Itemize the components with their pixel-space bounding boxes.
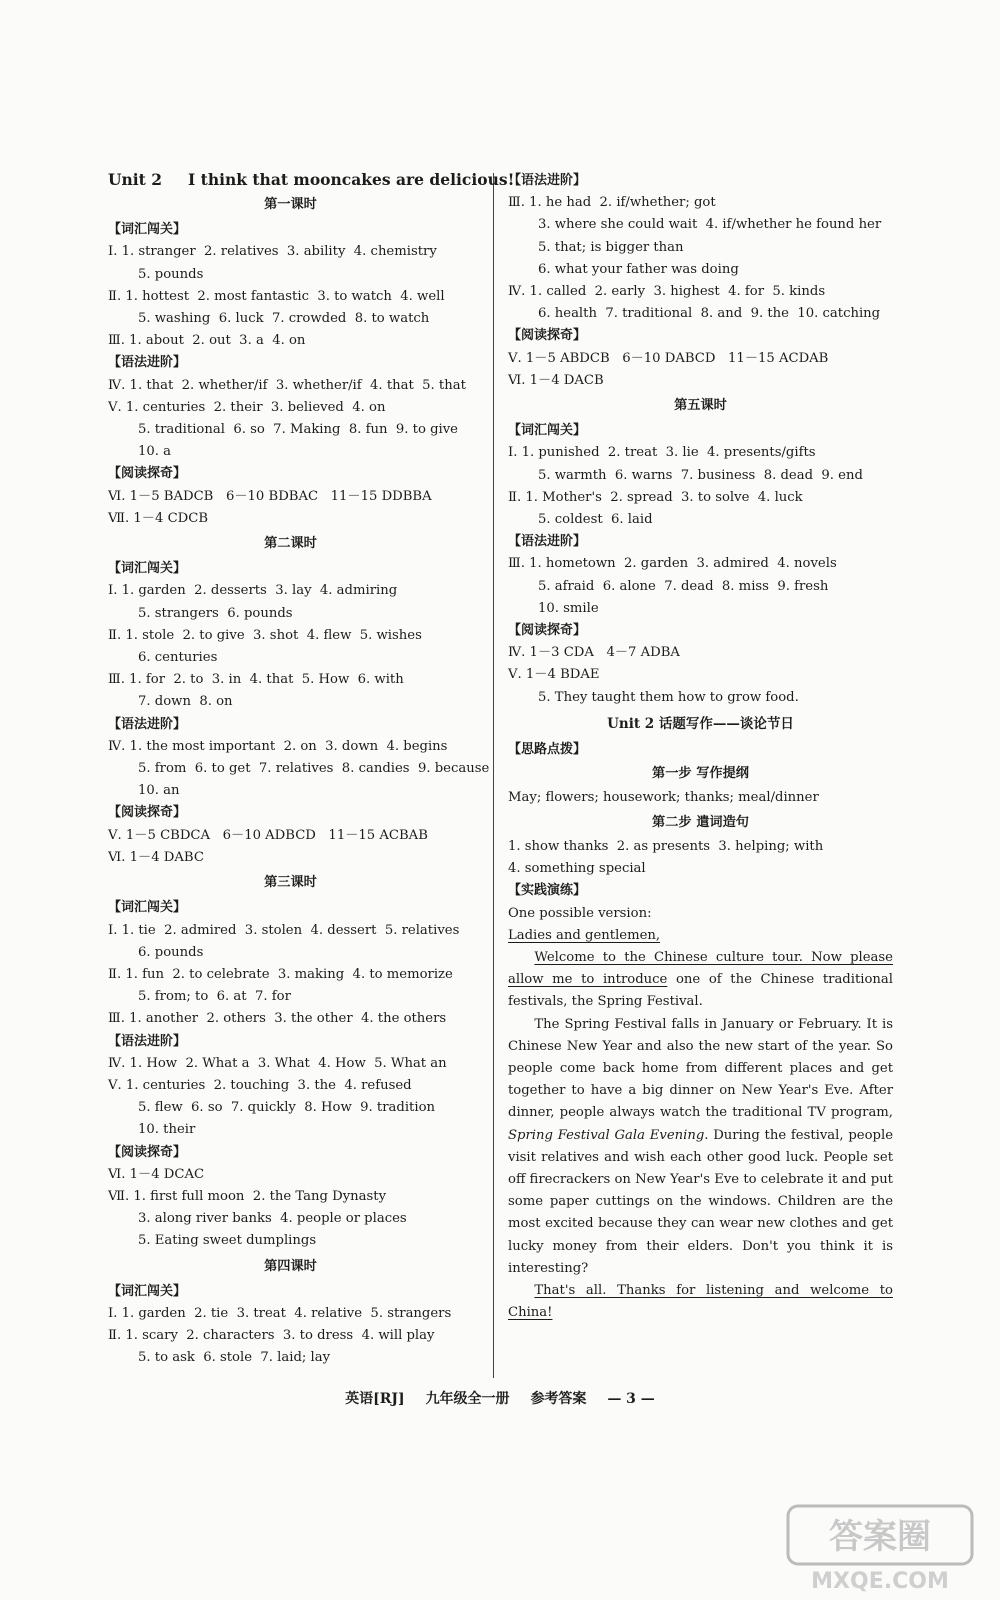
section-heading: 【词汇闯关】 (108, 900, 187, 916)
answer-line: 10. an (138, 783, 180, 799)
section-heading: 【阅读探奇】 (108, 805, 187, 821)
left-column (108, 170, 515, 1370)
answer-line: 6. what your father was doing (538, 261, 739, 277)
answer-line: Ⅲ. 1. hometown 2. garden 3. admired 4. novels (508, 556, 837, 572)
unit-title (108, 170, 515, 190)
section-heading: 【阅读探奇】 (508, 328, 587, 344)
answer-line: Ladies and gentlemen, (508, 927, 661, 943)
answer-line: 10. their (138, 1122, 196, 1138)
essay-paragraph-1 (508, 947, 893, 1014)
section-heading: 【词汇闯关】 (508, 423, 587, 439)
column-divider (493, 173, 494, 1378)
answer-line: Ⅱ. 1. fun 2. to celebrate 3. making 4. to memorize (108, 966, 453, 982)
answer-line: May; flowers; housework; thanks; meal/dinner (508, 790, 819, 806)
step-heading: 第一步 写作提纲 (652, 766, 749, 782)
answer-line: Ⅴ. 1－4 BDAE (508, 667, 600, 683)
answer-line: Ⅴ. 1－5 ABDCB 6－10 DABCD 11－15 ACDAB (508, 350, 829, 366)
unit-name: I think that mooncakes are delicious! (188, 170, 515, 189)
answer-line: 3. where she could wait 4. if/whether he found her (538, 217, 882, 233)
writing-unit-title: Unit 2 话题写作——谈论节日 (607, 715, 794, 732)
lesson-heading: 第五课时 (674, 398, 727, 414)
answer-line: 10. smile (538, 600, 599, 616)
watermark-stamp-logo (780, 1500, 980, 1595)
section-heading: 【语法进阶】 (108, 1033, 187, 1049)
unit-number: Unit 2 (108, 170, 163, 189)
answer-line: Ⅰ. 1. garden 2. tie 3. treat 4. relative 5. strangers (108, 1305, 452, 1321)
answer-line: Ⅶ. 1. first full moon 2. the Tang Dynasty (108, 1188, 387, 1204)
answer-line: 5. warmth 6. warns 7. business 8. dead 9. end (538, 467, 863, 483)
answer-line: Ⅳ. 1. How 2. What a 3. What 4. How 5. What an (108, 1055, 447, 1071)
answer-line: One possible version: (508, 905, 652, 921)
lesson-heading: 第一课时 (264, 197, 317, 212)
essay-body-a: The Spring Festival falls in January or February. It is Chinese New Year and also the new start of the year. So people come back home from different places and get together to have a big dinner on New Year's Eve. After dinner, people always watch the traditional TV program, (508, 1016, 893, 1121)
answer-line: Ⅴ. 1. centuries 2. touching 3. the 4. refused (108, 1077, 412, 1093)
section-heading: 【词汇闯关】 (108, 1283, 187, 1299)
section-heading: 【阅读探奇】 (108, 466, 187, 482)
answer-line: 4. something special (508, 861, 646, 877)
answer-line: Ⅳ. 1. the most important 2. on 3. down 4. begins (108, 738, 448, 754)
answer-line: Ⅲ. 1. about 2. out 3. a 4. on (108, 333, 306, 349)
answer-line: 5. coldest 6. laid (538, 512, 653, 528)
section-heading: 【语法进阶】 (508, 173, 587, 188)
essay-intro-rest: one of the Chinese traditional festivals, the Spring Festival. (508, 972, 893, 1010)
answer-line: 1. show thanks 2. as presents 3. helping; with (508, 838, 824, 854)
answer-line: 6. centuries (138, 650, 218, 666)
answer-line: 5. afraid 6. alone 7. dead 8. miss 9. fresh (538, 578, 829, 594)
section-heading: 【实践演练】 (508, 883, 587, 899)
answer-line: Ⅱ. 1. Mother's 2. spread 3. to solve 4. luck (508, 489, 803, 505)
answer-line: 5. to ask 6. stole 7. laid; lay (138, 1350, 331, 1366)
answer-line: Ⅳ. 1. called 2. early 3. highest 4. for 5. kinds (508, 284, 826, 300)
answer-line: Ⅰ. 1. garden 2. desserts 3. lay 4. admiring (108, 583, 398, 599)
answer-line: 5. from 6. to get 7. relatives 8. candies 9. because (138, 761, 490, 777)
answer-line: 5. that; is bigger than (538, 239, 684, 255)
svg-text:MXQE.COM: MXQE.COM (811, 1569, 949, 1594)
answer-line: Ⅳ. 1－3 CDA 4－7 ADBA (508, 645, 680, 661)
section-heading: 【思路点拨】 (508, 742, 587, 758)
answer-line: Ⅵ. 1－4 DABC (108, 849, 204, 865)
section-heading: 【语法进阶】 (108, 716, 187, 732)
section-heading: 【词汇闯关】 (108, 222, 187, 238)
answer-line: Ⅲ. 1. he had 2. if/whether; got (508, 195, 716, 211)
step-heading: 第二步 遣词造句 (652, 814, 749, 830)
answer-line: Ⅵ. 1－5 BADCB 6－10 BDBAC 11－15 DDBBA (108, 488, 432, 504)
svg-text:答案圈: 答案圈 (829, 1517, 931, 1557)
answer-line: 10. a (138, 444, 172, 460)
footer-subject: 英语[RJ] (345, 1391, 405, 1407)
answer-line: Ⅴ. 1－5 CBDCA 6－10 ADBCD 11－15 ACBAB (108, 827, 428, 843)
answer-line: Ⅱ. 1. stole 2. to give 3. shot 4. flew 5. wishes (108, 627, 422, 643)
answer-line: Ⅵ. 1－4 DCAC (108, 1166, 205, 1182)
footer-label: 参考答案 (530, 1391, 587, 1407)
answer-line: 3. along river banks 4. people or places (138, 1211, 407, 1227)
answer-line: 5. pounds (138, 266, 204, 282)
page-number: — 3 — (607, 1391, 655, 1407)
answer-line: 6. pounds (138, 944, 204, 960)
lesson-heading: 第二课时 (264, 536, 317, 552)
answer-line: Ⅲ. 1. for 2. to 3. in 4. that 5. How 6. with (108, 672, 404, 688)
lesson-heading: 第三课时 (264, 875, 317, 891)
answer-line: Ⅰ. 1. punished 2. treat 3. lie 4. presents/gifts (508, 445, 816, 461)
essay-closing: That's all. Thanks for listening and welcome to China! (508, 1282, 893, 1321)
answer-line: 7. down 8. on (138, 694, 233, 710)
essay-body-b: . During the festival, people visit relatives and wish each other good luck. People set off firecrackers on New Year's Eve to celebrate it and put some paper cuttings on the windows. Children are the most excited because they can wear new clothes and get lucky money from their elders. Don't you think it is interesting? (508, 1127, 893, 1276)
essay-paragraph-2 (508, 1014, 893, 1280)
answer-line: Ⅵ. 1－4 DACB (508, 372, 604, 388)
answer-line: 5. traditional 6. so 7. Making 8. fun 9. to give (138, 422, 458, 438)
right-column (508, 170, 893, 1324)
answer-line: 5. They taught them how to grow food. (538, 689, 799, 705)
answer-line: Ⅰ. 1. tie 2. admired 3. stolen 4. dessert 5. relatives (108, 922, 460, 938)
answer-line: Ⅶ. 1－4 CDCB (108, 510, 209, 526)
answer-line: 5. from; to 6. at 7. for (138, 989, 291, 1005)
essay-program-name: Spring Festival Gala Evening (508, 1127, 705, 1143)
section-heading: 【语法进阶】 (508, 534, 587, 550)
answer-line: 6. health 7. traditional 8. and 9. the 10. catching (538, 306, 881, 322)
footer-grade: 九年级全一册 (425, 1391, 510, 1407)
answer-line: 5. flew 6. so 7. quickly 8. How 9. tradition (138, 1100, 436, 1116)
answer-line: Ⅱ. 1. hottest 2. most fantastic 3. to watch 4. well (108, 288, 445, 304)
essay-welcome: Welcome to the Chinese culture tour. Now please allow me to introduce (508, 949, 893, 988)
section-heading: 【词汇闯关】 (108, 561, 187, 577)
answer-line: 5. strangers 6. pounds (138, 605, 293, 621)
answer-line: 5. washing 6. luck 7. crowded 8. to watch (138, 311, 430, 327)
answer-line: 5. Eating sweet dumplings (138, 1233, 317, 1249)
page-footer (0, 1388, 1000, 1408)
answer-line: Ⅳ. 1. that 2. whether/if 3. whether/if 4. that 5. that (108, 377, 466, 393)
section-heading: 【阅读探奇】 (108, 1144, 187, 1160)
lesson-heading: 第四课时 (264, 1258, 317, 1274)
section-heading: 【语法进阶】 (108, 355, 187, 371)
answer-line: Ⅴ. 1. centuries 2. their 3. believed 4. on (108, 399, 386, 415)
answer-line: Ⅱ. 1. scary 2. characters 3. to dress 4. will play (108, 1328, 435, 1344)
essay-paragraph-3 (508, 1280, 893, 1324)
section-heading: 【阅读探奇】 (508, 623, 587, 639)
answer-line: Ⅰ. 1. stranger 2. relatives 3. ability 4. chemistry (108, 244, 437, 260)
answer-line: Ⅲ. 1. another 2. others 3. the other 4. the others (108, 1011, 447, 1027)
